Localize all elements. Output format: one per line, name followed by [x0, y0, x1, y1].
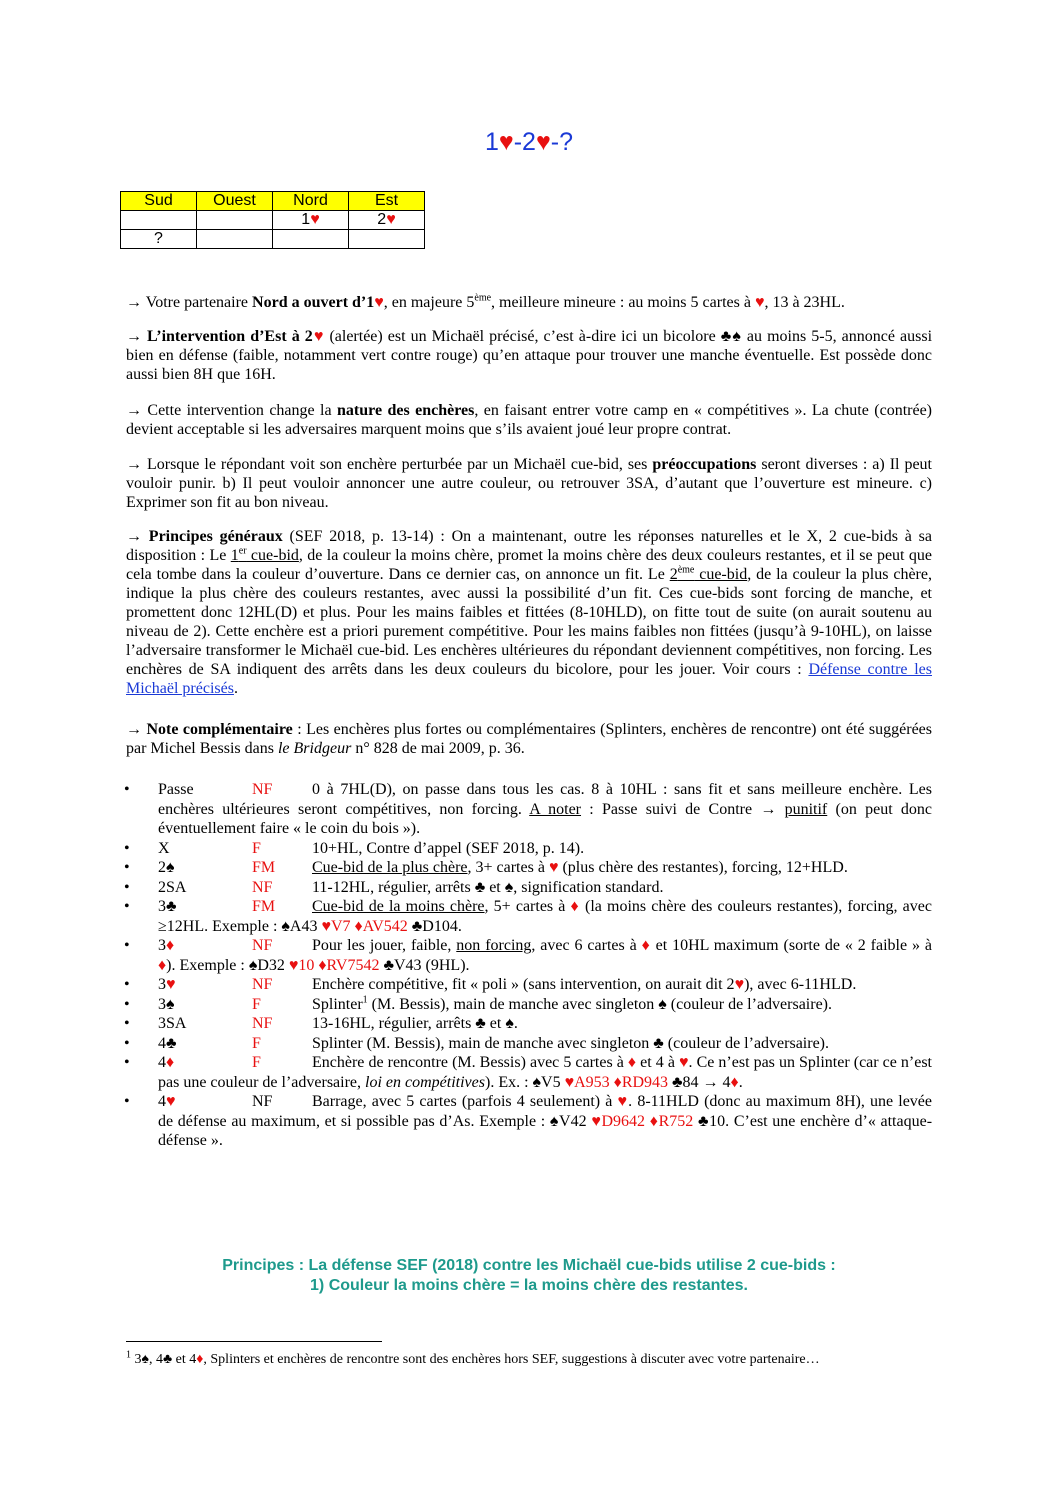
diamond-icon: ♦ [730, 1073, 739, 1091]
spade-icon: ♠ [504, 878, 514, 896]
bidding-table [120, 191, 425, 249]
paragraph-principles: → Principes généraux (SEF 2018, p. 13-14) : On a maintenant, outre les réponses naturelles et le X, 2 cue-bids à sa disposition : Le 1er cue-bid, de la couleur la moins chère, promet la moins chère des deux couleurs restantes, et il se peut que cela tombe dans la couleur d’ouverture. Dans ce dernier cas, on annonce un fit. Le 2ème cue-bid, de la couleur la plus chère, indique la plus chère des couleurs restantes, avec aussi la possibilité d’un fit. Ces cue-bids sont forcing de manche, et promettent donc 12HL(D) et plus. Pour les mains faibles et fittées (8-10HLD), on fitte tout de suite (on aurait soutenu au niveau de 2). Cette enchère est a priori purement compétitive. Pour les mains faibles non fittées (jusqu’à 9-10HL), on laisse l’adversaire transformer le Michaël cue-bid. Les enchères ultérieures du répondant deviennent compétitives, non forcing. Les enchères de SA indiquent des arrêts dans les deux couleurs du bicolore, pour les jouer. Voir cours : Défense contre les Michaël précisés. [126, 528, 932, 697]
diamond-icon: ♦ [166, 937, 175, 954]
bullet-icon: • [124, 937, 130, 954]
spade-icon: ♠ [658, 995, 667, 1013]
paragraph-preoccupations: → Lorsque le répondant voit son enchère perturbée par un Michaël cue-bid, ses préoccupations seront diverses : a) Il peut vouloir punir. b) Il peut vouloir annoncer une autre couleur, ou retrouver 3SA, d’autant que l’ouverture est mineure. c) Exprimer son fit au bon niveau. [126, 456, 932, 511]
list-item: • 3♦ NF Pour les jouer, faible, non forcing, avec 6 cartes à ♦ et 10HL maximum (sorte de « 2 faible » à ♦). Exemple : ♠D32 ♥10 ♦RV7542 ♣V43 (9HL). [124, 937, 932, 974]
footnote: $^1$ 3♠, 4♣ et 4♦, Splinters et enchères de rencontre sont des enchères hors SEF, suggestions à discuter avec votre partenaire… [126, 1349, 820, 1367]
list-item: • 4♣ F Splinter (M. Bessis), main de manche avec singleton ♣ (couleur de l’adversaire). [124, 1034, 830, 1052]
bullet-icon: • [124, 1015, 130, 1032]
heart-icon: ♥ [498, 128, 514, 156]
list-item: • 3♥ NF Enchère compétitive, fit « poli » (sans intervention, on aurait dit 2♥), avec 6-11HLD. [124, 976, 857, 993]
list-item: • Passe NF 0 à 7HL(D), on passe dans tous les cas. 8 à 10HL : sans fit et sans meilleure enchère. Les enchères ultérieures seront compétitives, non forcing. A noter : Passe suivi de Contre → punitif (on peut donc éventuellement faire « le coin du bois »). [124, 781, 932, 837]
paragraph-note: → Note complémentaire : Les enchères plus fortes ou complémentaires (Splinters, enchères de rencontre) ont été suggérées par Michel Bessis dans le Bridgeur n° 828 de mai 2009, p. 36. [126, 721, 933, 757]
heart-icon: ♥ [310, 211, 320, 228]
bullet-icon: • [124, 995, 130, 1013]
list-item: • 3♣ FM Cue-bid de la moins chère, 5+ cartes à ♦ (la moins chère des couleurs restantes), forcing, avec ≥12HL. Exemple : ♠A43 ♥V7 ♦AV542 ♣D104. [124, 898, 932, 935]
heart-icon: ♥ [312, 328, 325, 345]
course-link[interactable]: Défense contre les Michaël précisés [126, 661, 932, 697]
header-sud: Sud [121, 192, 197, 211]
heart-icon: ♥ [617, 1093, 629, 1110]
diamond-icon: ♦ [158, 956, 167, 974]
list-item: • 2SA NF 11-12HL, régulier, arrêts ♣ et ♠, signification standard. [124, 878, 664, 896]
list-item: • 3SA NF 13-16HL, régulier, arrêts ♣ et ♠. [124, 1015, 518, 1032]
footnote-divider [126, 1341, 382, 1342]
list-item: • 2♠ FM Cue-bid de la plus chère, 3+ cartes à ♥ (plus chère des restantes), forcing, 12+HLD. [124, 859, 848, 876]
club-icon: ♣ [475, 1015, 486, 1032]
list-item: • X F 10+HL, Contre d’appel (SEF 2018, p. 14). [124, 839, 585, 857]
club-icon: ♣ [653, 1034, 664, 1052]
header-est: Est [349, 192, 425, 211]
bids-list [126, 780, 932, 1151]
bullet-icon: • [124, 1093, 130, 1110]
heart-icon: ♥ [734, 976, 745, 993]
heart-icon: ♥ [678, 1054, 689, 1071]
diamond-icon: ♦ [166, 1054, 175, 1071]
heart-icon: ♥ [386, 211, 396, 228]
header-ouest: Ouest [197, 192, 273, 211]
bullet-icon: • [124, 859, 130, 876]
diamond-icon: ♦ [641, 937, 651, 954]
heart-icon: ♥ [166, 1093, 176, 1110]
heart-icon: ♥ [754, 294, 765, 311]
heart-icon: ♥ [374, 294, 384, 311]
page-title: 1♥-2♥-? [484, 128, 574, 156]
bullet-icon: • [124, 781, 130, 798]
bullet-icon: • [124, 839, 130, 857]
spade-icon: ♠ [732, 328, 742, 345]
club-icon: ♣ [166, 898, 177, 915]
list-item: • 4♥ NF Barrage, avec 5 cartes (parfois 4 seulement) à ♥. 8-11HLD (donc au maximum 8H), une levée de défense au maximum, et si possible pas d’As. Exemple : ♠V42 ♥D9642 ♦R752 ♣10. C’est une enchère d’« attaque-défense ». [124, 1093, 933, 1149]
cell-nord: 1♥ [273, 211, 349, 230]
bullet-icon: • [124, 1054, 130, 1071]
club-icon: ♣ [166, 1034, 177, 1052]
diamond-icon: ♦ [196, 1352, 204, 1367]
cell-sud [121, 211, 197, 230]
bullet-icon: • [124, 1034, 130, 1052]
cell-sud-question: ? [121, 230, 197, 249]
club-icon: ♣ [474, 878, 486, 896]
club-icon: ♣ [720, 328, 733, 345]
principles-line-2: 1) Couleur la moins chère = la moins chère des restantes. [310, 1277, 748, 1294]
diamond-icon: ♦ [627, 1054, 637, 1071]
cell-est: 2♥ [349, 211, 425, 230]
paragraph-nature: → Cette intervention change la nature des enchères, en faisant entrer votre camp en « compétitives ». La chute (contrée) devient acceptable si les adversaires marquent moins que s’ils avaient joué leur propre contrat. [126, 402, 932, 438]
list-item: • 3♠ F Splinter$^1$ (M. Bessis), main de manche avec singleton ♠ (couleur de l’adversaire). [124, 994, 833, 1013]
paragraph-intervention: → L’intervention d’Est à 2♥ (alertée) est un Michaël précisé, c’est à-dire ici un bicolore ♣♠ au moins 5-5, annoncé aussi bien en défense (faible, notamment vert contre rouge) qu’en attaque pour trouver une manche éventuelle. Est possède donc aussi bien 8H que 16H. [126, 328, 933, 383]
spade-icon: ♠ [141, 1352, 149, 1367]
spade-icon: ♠ [166, 859, 175, 876]
paragraph-opening: → Votre partenaire Nord a ouvert d’1♥, en majeure 5ème, meilleure mineure : au moins 5 cartes à ♥, 13 à 23HL. [126, 292, 845, 311]
bullet-icon: • [124, 976, 130, 993]
list-item: • 4♦ F Enchère de rencontre (M. Bessis) avec 5 cartes à ♦ et 4 à ♥. Ce n’est pas un Splinter (car ce n’est pas une couleur de l’adversaire, loi en compétitives). Ex. : ♠V5 ♥A953 ♦RD943 ♣84 → 4♦. [124, 1054, 933, 1091]
cell-ouest [197, 211, 273, 230]
spade-icon: ♠ [505, 1015, 514, 1032]
header-nord: Nord [273, 192, 349, 211]
spade-icon: ♠ [166, 995, 175, 1013]
diamond-icon: ♦ [570, 898, 580, 915]
heart-icon: ♥ [535, 128, 551, 156]
principles-line-1: Principes : La défense SEF (2018) contre les Michaël cue-bids utilise 2 cue-bids : [222, 1257, 836, 1274]
club-icon: ♣ [162, 1352, 173, 1367]
heart-icon: ♥ [548, 859, 559, 876]
heart-icon: ♥ [166, 976, 176, 993]
bullet-icon: • [124, 878, 130, 896]
bullet-icon: • [124, 898, 130, 915]
principles-box [0, 1256, 1058, 1296]
